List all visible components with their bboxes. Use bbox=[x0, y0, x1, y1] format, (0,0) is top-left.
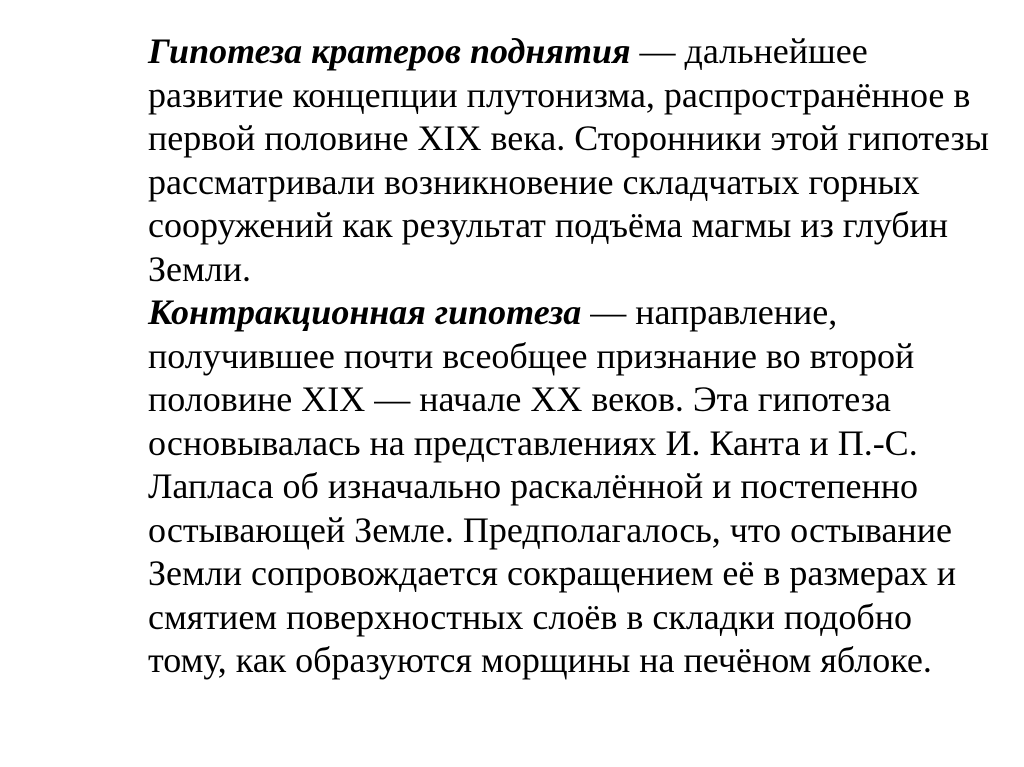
paragraph-line: — дальнейшее bbox=[630, 31, 868, 71]
term-crater-uplift-hypothesis: Гипотеза кратеров поднятия bbox=[148, 31, 631, 71]
paragraph-line: остывающей Земле. Предполагалось, что остывание bbox=[148, 509, 952, 550]
paragraph-crater-uplift-hypothesis bbox=[44, 30, 989, 291]
paragraph-line: основывалась на представлениях И. Канта и П.-С. bbox=[148, 422, 918, 463]
paragraph-line: развитие концепции плутонизма, распространённое в bbox=[148, 74, 971, 115]
paragraph-contraction-hypothesis bbox=[44, 291, 964, 683]
paragraph-line: половине XIX — начале XX веков. Эта гипотеза bbox=[148, 379, 891, 419]
paragraph-line: — направление, bbox=[581, 292, 838, 332]
paragraph-line: смятием поверхностных слоёв в складки подобно bbox=[148, 596, 912, 637]
paragraph-line: получившее почти всеобщее признание во второй bbox=[148, 335, 915, 376]
paragraph-line: сооружений как результат подъёма магмы из глубин bbox=[148, 205, 949, 245]
paragraph-line: первой половине XIX века. Сторонники этой гипотезы bbox=[148, 118, 989, 158]
text-block bbox=[44, 30, 989, 683]
term-contraction-hypothesis: Контракционная гипотеза bbox=[148, 292, 582, 332]
paragraph-line: Земли. bbox=[148, 248, 252, 289]
paragraph-line: тому, как образуются морщины на печёном яблоке. bbox=[148, 640, 932, 680]
paragraph-line: Лапласа об изначально раскалённой и постепенно bbox=[148, 466, 919, 506]
paragraph-line: Земли сопровождается сокращением её в размерах и bbox=[148, 553, 957, 593]
paragraph-line: рассматривали возникновение складчатых горных bbox=[148, 161, 920, 202]
